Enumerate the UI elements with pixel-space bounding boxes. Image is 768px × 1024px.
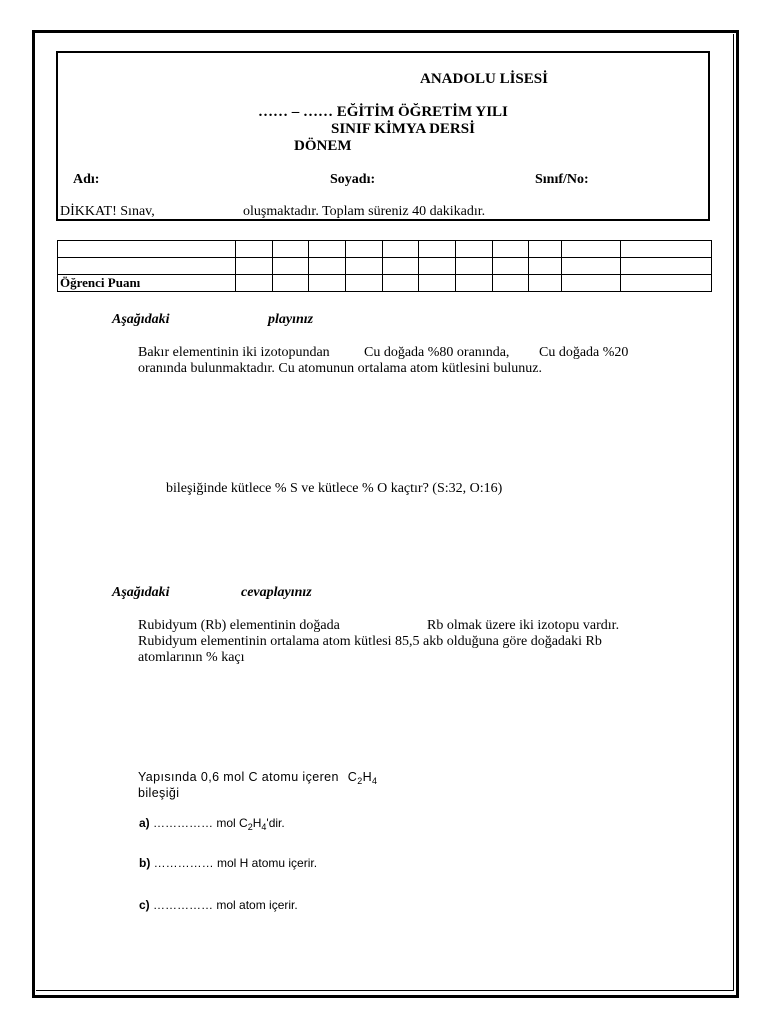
question4a-label: a) bbox=[139, 816, 150, 830]
formula-c: C bbox=[347, 770, 358, 784]
section1-heading-a: Aşağıdaki bbox=[112, 312, 170, 327]
formula-sub-2: 2 bbox=[247, 822, 253, 832]
table-row bbox=[58, 275, 712, 292]
question4c-text: mol atom içerir. bbox=[216, 898, 298, 912]
score-table bbox=[57, 240, 712, 292]
question4c-blank[interactable]: …………… bbox=[153, 898, 214, 912]
score-cell[interactable] bbox=[273, 275, 309, 292]
section1-heading-b: playınız bbox=[268, 312, 314, 327]
question4c bbox=[139, 897, 298, 913]
question3-line3: atomlarının % kaçı bbox=[138, 650, 245, 665]
table-row bbox=[58, 241, 712, 258]
score-cell[interactable] bbox=[236, 275, 273, 292]
question4b bbox=[139, 855, 317, 871]
question1-line1-c: Cu doğada %20 bbox=[539, 345, 629, 360]
school-name: ANADOLU LİSESİ bbox=[420, 71, 548, 87]
question1-line1-b: Cu doğada %80 oranında, bbox=[364, 345, 510, 360]
score-cell[interactable] bbox=[529, 275, 562, 292]
question4c-label: c) bbox=[139, 898, 150, 912]
question1-line2: oranında bulunmaktadır. Cu atomunun ortalama atom kütlesini bulunuz. bbox=[138, 361, 542, 376]
class-number-label: Sınıf/No: bbox=[535, 172, 589, 187]
question4b-text: mol H atomu içerir. bbox=[217, 856, 318, 870]
question2-text: bileşiğinde kütlece % S ve kütlece % O kaçtır? (S:32, O:16) bbox=[166, 481, 503, 496]
warning-text-start: DİKKAT! Sınav, bbox=[60, 204, 155, 219]
score-cell[interactable] bbox=[562, 275, 621, 292]
table-row bbox=[58, 258, 712, 275]
question4-intro bbox=[138, 769, 377, 785]
question4b-blank[interactable]: …………… bbox=[153, 856, 214, 870]
score-cell[interactable] bbox=[309, 275, 346, 292]
formula-h: H bbox=[362, 770, 373, 784]
section2-heading-b: cevaplayınız bbox=[241, 585, 312, 600]
formula-sub-4: 4 bbox=[261, 822, 267, 832]
formula-sub-4: 4 bbox=[372, 776, 378, 786]
total-score-cell[interactable] bbox=[621, 275, 712, 292]
question4-intro-text: Yapısında 0,6 mol C atomu içeren bbox=[138, 770, 339, 784]
question4a-text-a: mol C bbox=[216, 816, 248, 830]
section2-heading-a: Aşağıdaki bbox=[112, 585, 170, 600]
score-cell[interactable] bbox=[493, 275, 529, 292]
surname-label: Soyadı: bbox=[330, 172, 376, 187]
score-cell[interactable] bbox=[383, 275, 419, 292]
question4b-label: b) bbox=[139, 856, 151, 870]
formula-h: H bbox=[252, 816, 262, 830]
score-cell[interactable] bbox=[346, 275, 383, 292]
question4a-text-b: 'dir. bbox=[266, 816, 285, 830]
question4-intro2: bileşiği bbox=[138, 786, 180, 800]
score-cell[interactable] bbox=[419, 275, 456, 292]
question3-line1-a: Rubidyum (Rb) elementinin doğada bbox=[138, 618, 340, 633]
score-cell[interactable] bbox=[456, 275, 493, 292]
question4-formula bbox=[348, 770, 378, 784]
student-score-label: Öğrenci Puanı bbox=[58, 275, 236, 292]
question1-line1-a: Bakır elementinin iki izotopundan bbox=[138, 345, 330, 360]
question4a-blank[interactable]: …………… bbox=[153, 816, 214, 830]
question3-line1-b: Rb olmak üzere iki izotopu vardır. bbox=[427, 618, 620, 633]
course-title: SINIF KİMYA DERSİ bbox=[331, 121, 475, 137]
formula-sub-2: 2 bbox=[357, 776, 363, 786]
term-title: DÖNEM bbox=[294, 138, 352, 154]
warning-text-end: oluşmaktadır. Toplam süreniz 40 dakikadır. bbox=[243, 204, 486, 219]
academic-year: …… – …… EĞİTİM ÖĞRETİM YILI bbox=[258, 104, 508, 120]
name-label: Adı: bbox=[73, 172, 100, 187]
question3-line2: Rubidyum elementinin ortalama atom kütlesi 85,5 akb olduğuna göre doğadaki Rb bbox=[138, 634, 602, 649]
question4a bbox=[139, 815, 285, 831]
question4a-text bbox=[216, 816, 284, 830]
